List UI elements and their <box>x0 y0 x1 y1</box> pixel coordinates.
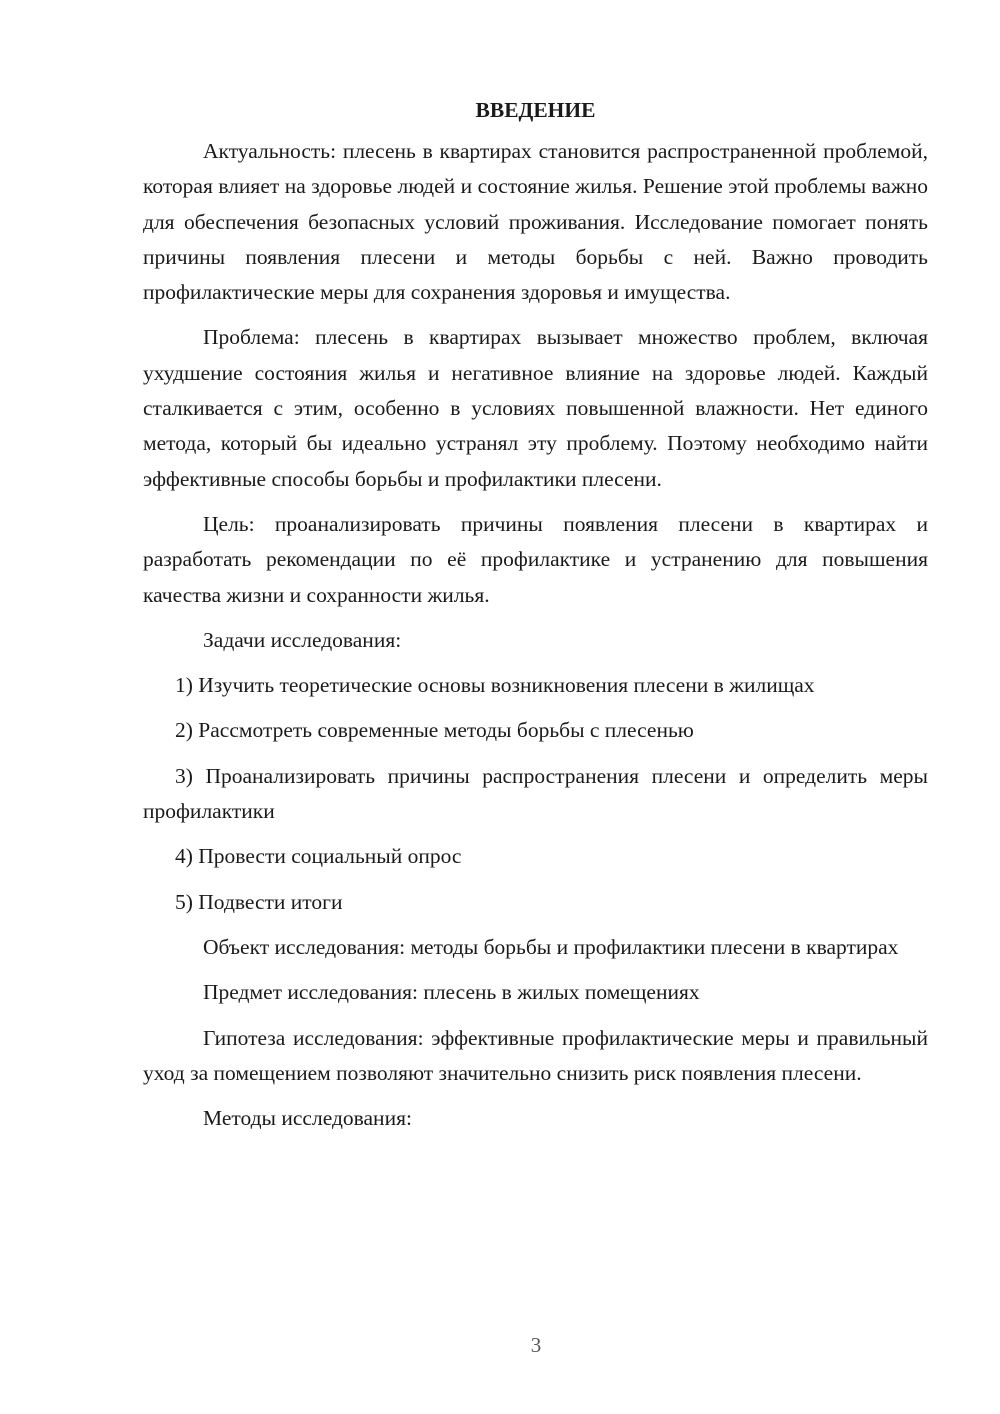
page-number: 3 <box>530 1333 542 1357</box>
task-item-4: 4) Провести социальный опрос <box>175 844 462 869</box>
task-item-1: 1) Изучить теоретические основы возникновения плесени в жилищах <box>175 673 815 698</box>
paragraph-problem: Проблема: плесень в квартирах вызывает множество проблем, включая ухудшение состояния жилья и негативное влияние на здоровье людей. Каждый сталкивается с этим, особенно в условиях повышенной влажности. Нет единого метода, который бы идеально устранял эту проблему. Поэтому необходимо найти эффективные способы борьбы и профилактики плесени. <box>143 325 928 491</box>
paragraph-subject: Предмет исследования: плесень в жилых помещениях <box>203 980 700 1005</box>
paragraph-relevance: Актуальность: плесень в квартирах становится распространенной проблемой, которая влияет на здоровье людей и состояние жилья. Решение этой проблемы важно для обеспечения безопасных условий проживания. Исследование помогает понять причины появления плесени и методы борьбы с ней. Важно проводить профилактические меры для сохранения здоровья и имущества. <box>143 139 928 305</box>
methods-heading: Методы исследования: <box>203 1106 412 1131</box>
paragraph-object: Объект исследования: методы борьбы и профилактики плесени в квартирах <box>203 934 899 959</box>
document-page <box>143 92 928 1146</box>
tasks-heading: Задачи исследования: <box>203 627 402 652</box>
paragraph-hypothesis: Гипотеза исследования: эффективные профилактические меры и правильный уход за помещением позволяют значительно снизить риск появления плесени. <box>143 1025 928 1085</box>
task-item-2: 2) Рассмотреть современные методы борьбы с плесенью <box>175 718 694 743</box>
task-item-5: 5) Подвести итоги <box>175 889 343 914</box>
section-title: ВВЕДЕНИЕ <box>475 98 596 122</box>
task-item-3: 3) Проанализировать причины распространения плесени и определить меры профилактики <box>143 763 928 824</box>
paragraph-goal: Цель: проанализировать причины появления плесени в квартирах и разработать рекомендации по её профилактике и устранению для повышения качества жизни и сохранности жилья. <box>143 511 928 607</box>
